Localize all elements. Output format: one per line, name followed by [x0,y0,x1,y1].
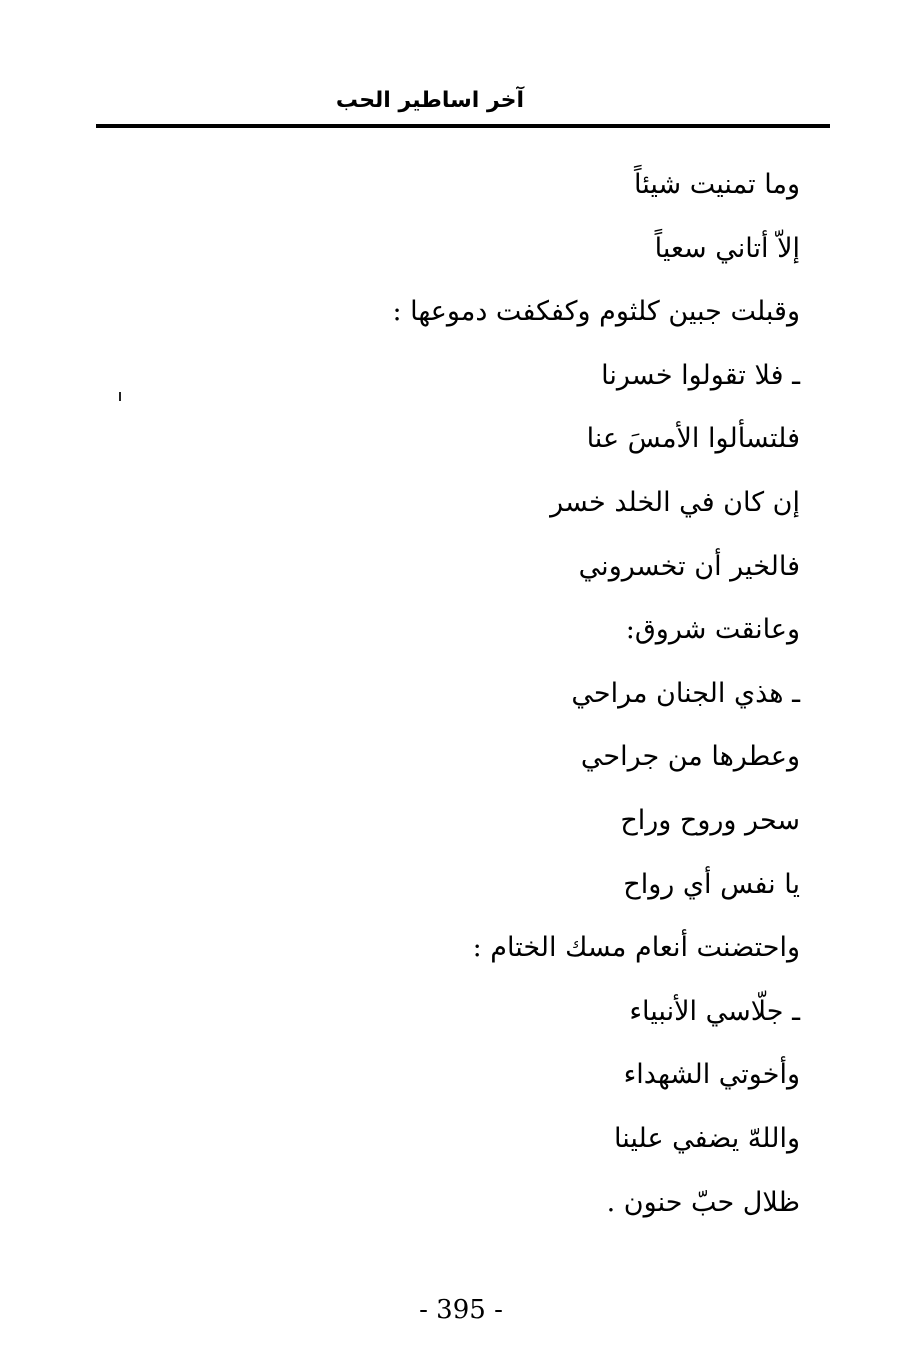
poem-line: وقبلت جبين كلثوم وكفكفت دموعها : [392,296,800,328]
poem-line: فلتسألوا الأمسَ عنا [586,423,800,455]
header-rule [96,124,830,128]
poem-line: وعانقت شروق: [625,614,800,646]
poem-line: وعطرها من جراحي [580,741,800,773]
page-number: - 395 - [419,1295,503,1325]
poem-line: وأخوتي الشهداء [623,1059,800,1091]
poem-line: ـ هذي الجنان مراحي [571,677,800,709]
poem-line: واحتضنت أنعام مسك الختام : [472,932,800,964]
poem-line: يا نفس أي رواح [623,868,800,900]
poem-line: إلاّ أتاني سعياً [654,232,800,264]
poem-line: إن كان في الخلد خسر [550,486,800,518]
poem-line: ـ جلّاسي الأنبياء [629,995,800,1027]
poem-line: ظلال حبّ حنون . [606,1186,800,1218]
poem-line: سحر وروح وراح [620,804,800,836]
poem-body [240,160,800,1241]
poem-line: واللهّ يضفي علينا [613,1122,800,1154]
poem-line: وما تمنيت شيئاً [634,169,800,200]
stray-ink-mark [119,392,121,401]
poem-line: ـ فلا تقولوا خسرنا [601,359,800,391]
running-header-title: آخر اساطير الحب [335,88,525,113]
poem-line: فالخير أن تخسروني [578,550,800,582]
